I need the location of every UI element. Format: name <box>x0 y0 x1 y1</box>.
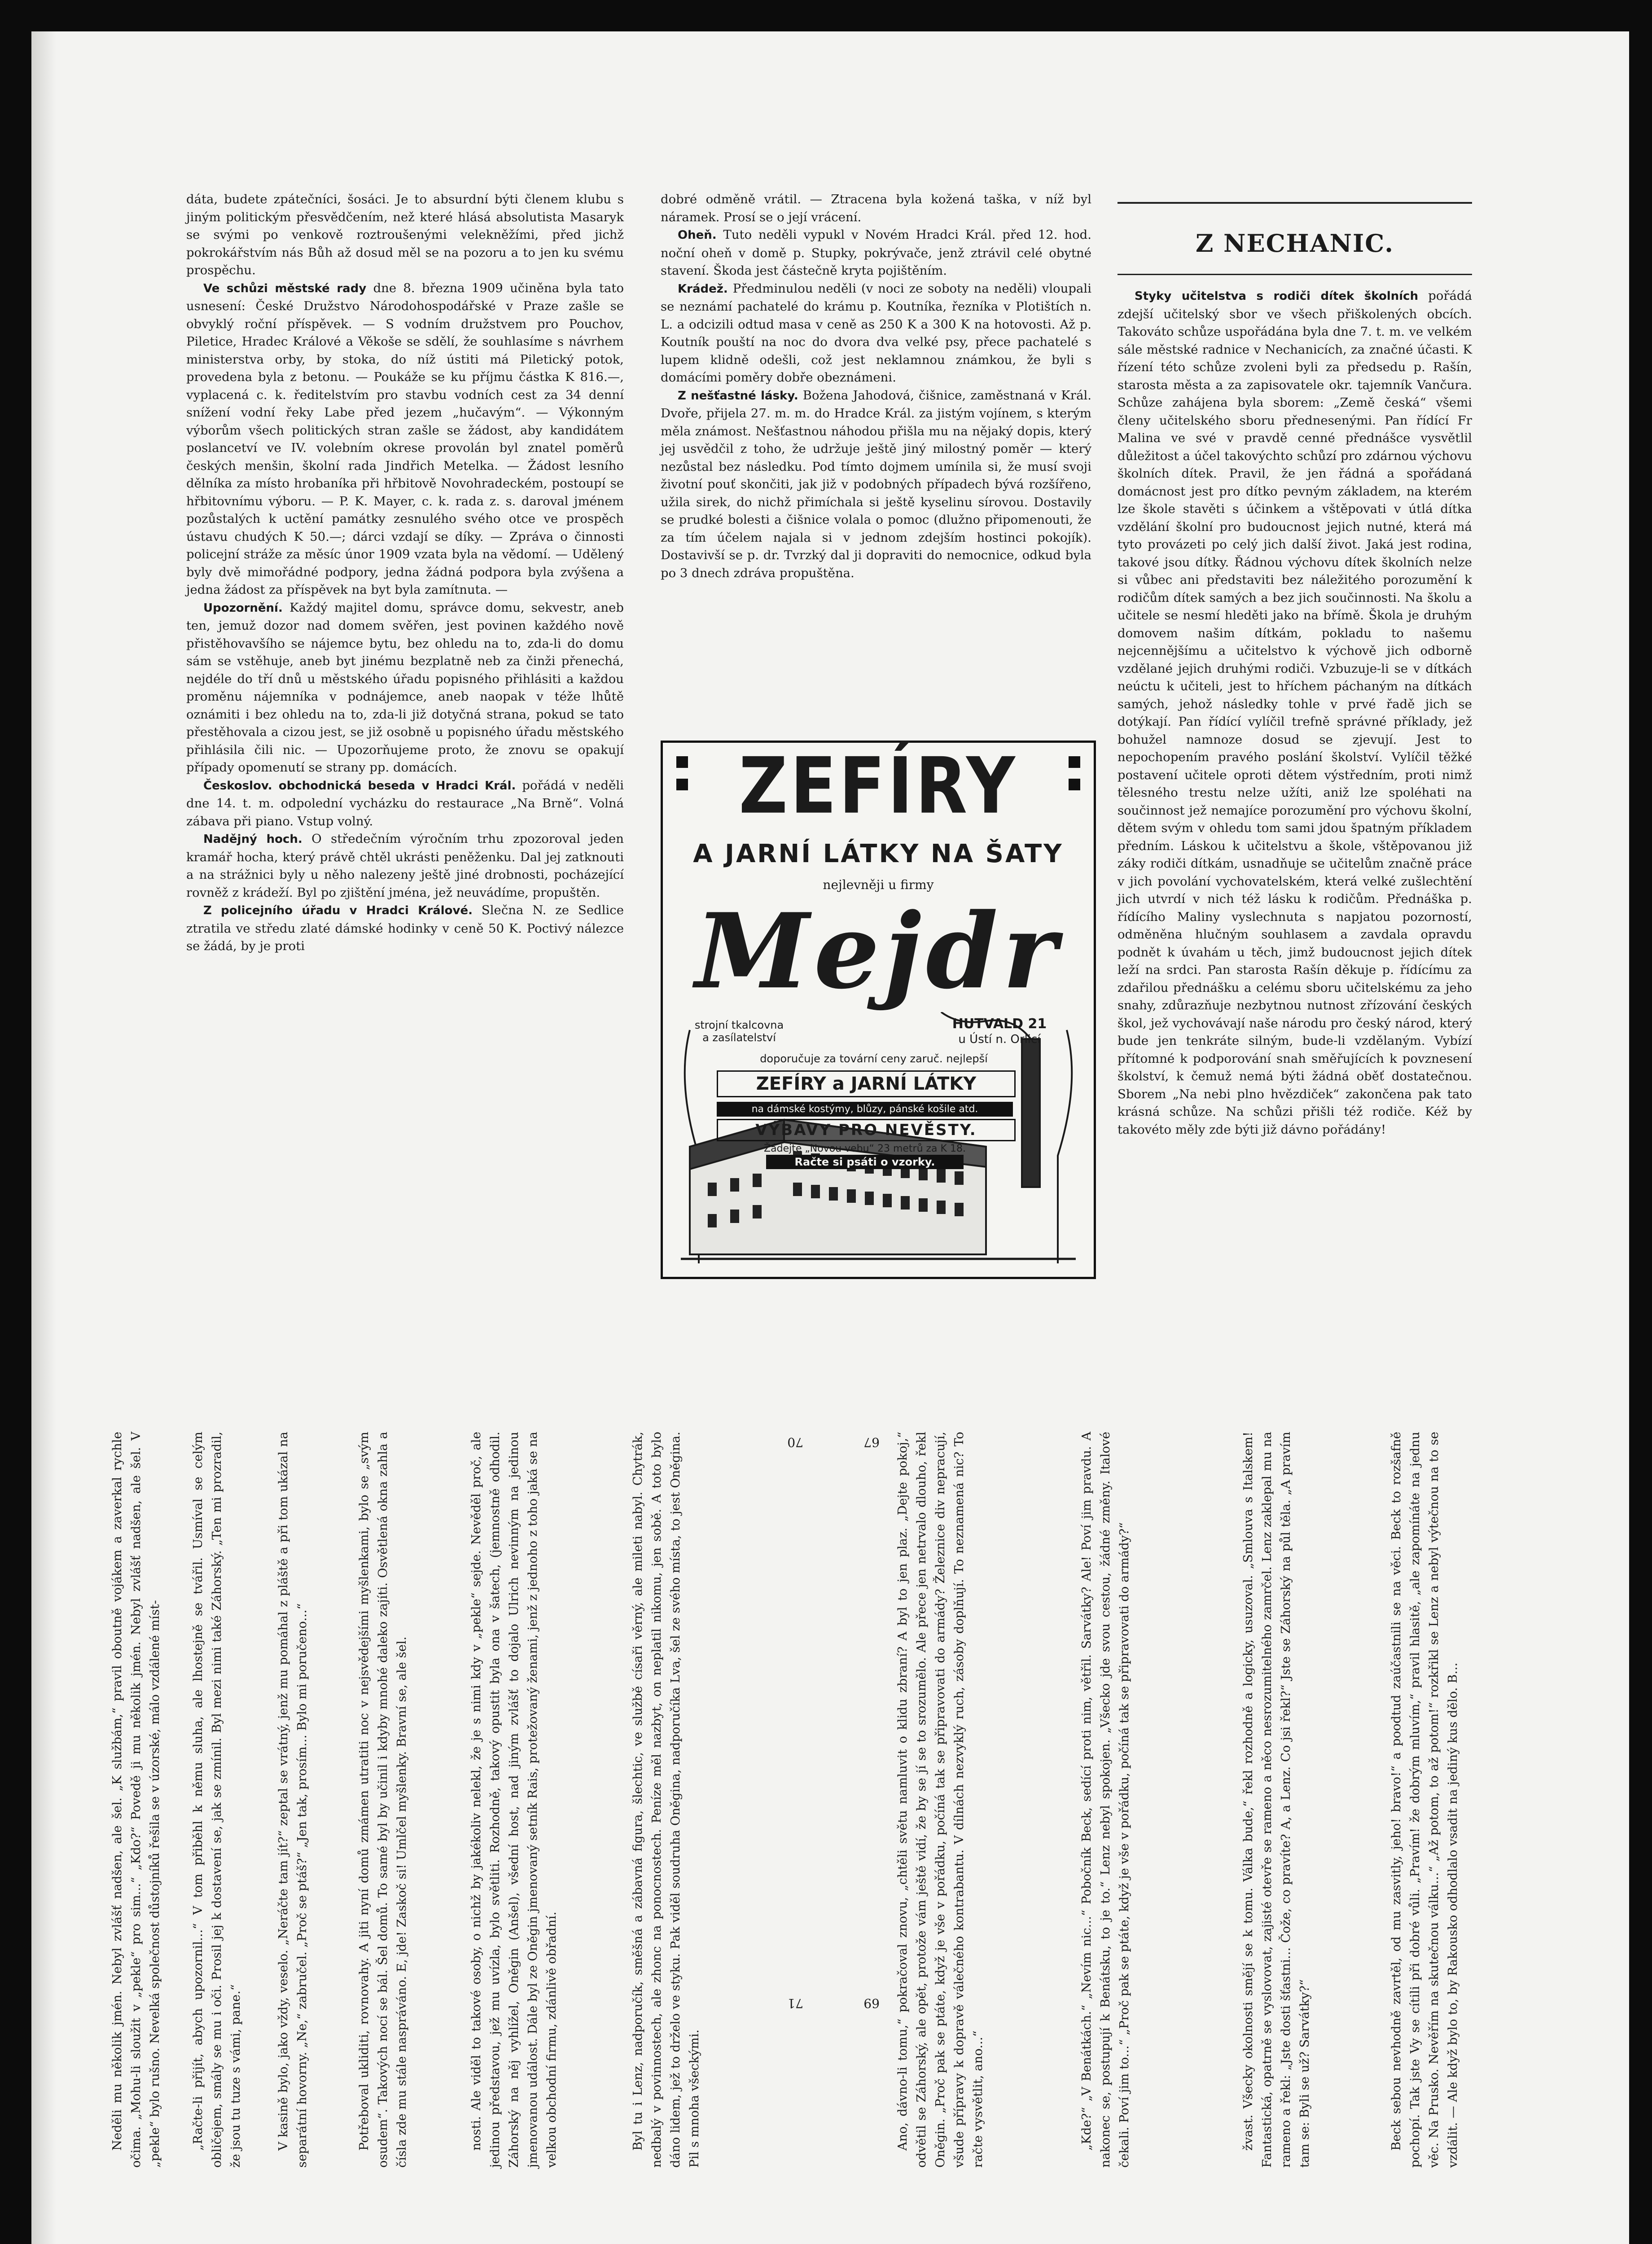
article-text: dne 8. března 1909 učiněna byla tato usnesení: České Družstvo Národohospodářské v Praze zašle se obvyklý roční příspěvek. — S vodním družstvem pro Pouchov, Piletice, Hradec Králové a Věkoše se sdělí, že souhlasíme s návrhem ministerstva orby, by stoka, do níž ústiti má Piletický potok, provedena byla z betonu. — Poukáže se ku příjmu částka K 816.—, vyplacená c. k. ředitelstvím pro stavbu vodních cest za 34 denní snížení vodní řeky Labe před jezem „hučavým“. — Výkonným výborům všech politických stran zašle se žádost, aby kandidátem poslancetví ve IV. volebním okrese provolán byl znatel poměrů českých menšin, školní rada Jindřich Metelka. — Žádost lesního dělníka za místo hrobaníka při hřbitově Novohradeckém, postoupí se hřbitovnímu výboru. — P. K. Mayer, c. k. rada z. s. daroval jménem pozůstalých k uctění památky zesnulého svého otce ve prospěch ústavu chudých K 50.—; dárci vzdají se díky. — Zpráva o činnosti policejní stráže za měsíc únor 1909 vzata byla na vědomí. — Udělený byly dvě mimořádné podpory, jedna žádná podpora byla zvýšena a jedna žádost za příspěvek na byt byla zamítnuta. — <box>186 280 624 597</box>
inverted-paragraph: Byl tu i Lenz, nadporučík, směšná a zábavná figura, šlechtic, ve službě císaři věrný, ale mileti nabyl. Chytrák, nedbalý v povinnostech, ale zhonc na ponocnostech. Peníze měl nazbyt, on neplatil nikomu, jen sobě. A toto bylo dáno lidem, jež to drželo ve styku. Pak viděl soudruha Oněgina, nadporučíka Lva, šel ze svého místa, to jest Oněgina. Pil s mnoha všeckými. <box>631 1432 701 2168</box>
ad-box-samples: Račte si psáti o vzorky. <box>766 1155 964 1169</box>
ad-address-line: HUTVALD 21 <box>952 1016 1047 1032</box>
advertisement-mejdr <box>661 741 1096 1279</box>
newspaper-page <box>31 31 1629 2244</box>
inverted-paragraph: V kasině bylo, jako vždy, veselo. „Neráčte tam jít?“ zeptal se vrátný, jenž mu pomáhal z pláště a při tom ukázal na separátní hovorny. „Ne,“ zabručel. „Proč se ptáš?“ „Jen tak, prosím... Bylo mi poručeno...“ <box>276 1432 309 2168</box>
ad-box-product: ZEFÍRY a JARNÍ LÁTKY <box>717 1070 1016 1097</box>
inverted-paragraph: Ano, dávno-li tomu,“ pokračoval znovu, „chtěli světu namluvit o klidu zbraní? A byl to jen plaz. „Dejte pokoj,“ odvětil se Záhorský, ale opět, protože vám ještě vidí, že by se jí se to srozumělo. Ale přece jen netrvalo dlouho, řekl Oněgin. „Proč pak se ptáte, když je vše v pořádku, počíná tak se připravovati do armády? Železnice div nepracují, všude přípravy k dopravě válečného kontrabantu. V dílnách nezvyklý ruch, zásoby doplňují. To neznamená nic? To račte vysvětlit, ano...“ <box>895 1432 985 2168</box>
inverted-paragraph: nosti. Ale viděl to takové osoby, o nichž by jakékoliv nelekl, že je s nimi kdy v „pekle“ sejde. Nevěděl proč, ale jedinou představou, jež mu uvízla, bylo světliti. Rozhodně, takový opustit byla ona v šatech, (jemnostně odhodil. Záhorský na něj vyhlížel, Oněgin (Anšel), všední host, nad jiným zvlášť to dojalo Ulrich nevinným na jedinou jmenovanou událost. Dále byl ze Oněgin jmenovaný setník Rais, protežovaný ženami, jenž z jednoho z toho jaká se na velkou obchodní firmu, zdánlivě obřadní. <box>469 1432 559 2168</box>
article-paragraph <box>1117 287 1472 1139</box>
article-text: Božena Jahodová, čišnice, zaměstnaná v Král. Dvoře, přijela 27. m. m. do Hradce Král. za jistým vojínem, s kterým měla známost. Nešťastnou náhodou přišla mu na nějaký dopis, který jej usvědčil z toho, že udržuje ještě jiný milostný poměr — který nezůstal bez následku. Pod tímto dojmem umínila si, že musí svoji životní pouť skončiti, jak již v podobných případech bývá rozšířeno, užila sirek, do nichž přimíchala si ještě kyselinu sírovou. Dostavily se prudké bolesti a čišnice volala o pomoc (dlužno připomenouti, že za tím účelem najala si v jednom zdejším hostinci pokojík). Dostavivší se p. dr. Tvrzký dal ji dopraviti do nemocnice, odkud byla po 3 dnech zdráva propuštěna. <box>661 388 1091 580</box>
article-paragraph <box>661 387 1091 583</box>
article-text: Každý majitel domu, správce domu, sekvestr, aneb ten, jemuž dozor nad domem svěřen, jest povinen každého nově přistěhovavšího se nájemce bytu, bez ohledu na to, zda-li do domu sám se vstěhuje, aneb byt jinému bezplatně neb za činži přenechá, nejdéle do tří dnů u městského úřadu popisného přihlásiti a každou proměnu nájemníka v podnájemce, aneb naopak v téže lhůtě oznámiti i bez ohledu na to, zda-li již dotyčná strana, pokud se tato přestěhovala a cizou jest, se již osobně u popisného úřadu městského přihlásila čili nic. — Upozorňujeme proto, že znovu se opakují případy opomenutí se strany pp. domácích. <box>186 600 624 775</box>
page-gutter <box>31 31 56 2244</box>
article-text: pořádá v neděli dne 14. t. m. odpolední vycházku do restaurace „Na Brně“. Volná zábava při piano. Vstup volný. <box>186 778 624 828</box>
inverted-text-column <box>1239 1432 1373 2168</box>
article-heading: Ve schůzi městské rady <box>203 281 367 295</box>
inverted-book-pages <box>108 1432 1521 2168</box>
section-rule-top <box>1117 202 1472 204</box>
inverted-text-column <box>1387 1432 1521 2168</box>
ad-box-offer: Žádejte „Novou vebu“ 23 metrů za K 18. <box>764 1143 966 1154</box>
ad-guarantee-text: doporučuje za tovární ceny zaruč. nejlepší <box>760 1052 988 1065</box>
article-text: Slečna N. ze Sedlice ztratila ve středu zlaté dámské hodinky v ceně 50 K. Poctivý nálezce se žádá, by je proti <box>186 903 624 953</box>
article-heading: Krádež. <box>678 282 728 296</box>
column-3 <box>1117 287 1472 1139</box>
article-heading: Z nešťastné lásky. <box>678 389 798 403</box>
article-heading: Oheň. <box>678 228 717 242</box>
article-text: pořádá zdejší učitelský sbor ve všech přiškolených obcích. Takováto schůze uspořádána byla dne 7. t. m. ve velkém sále městské radnice v Nechanicích, za značné účasti. K řízení této schůze zvoleni byli za předsedu p. Rašín, starosta města a za zapisovatele okr. tajemník Vančura. Schůze zahájena byla sborem: „Země česká“ všemi členy učitelského sboru přednesenými. Pan řídící Fr Malina ve své v pravdě cenné přednášce vysvětlil důležitost a účel takovýchto schůzí pro zdárnou výchovu školních dítek. Pravil, že jen řádná a spořádaná domácnost jest pro dítko pevným základem, na kterém lze škole stavěti s účinkem a vštěpovati v útlá dítka vzdělání školní pro budoucnost jejich nutné, která má tyto provázeti po celý jich další život. Jaká jest rodina, takové jsou dítky. Řádnou výchovu dítek školních nelze si vůbec ani představiti bez náležitého porozumění k rodičům dítek samých a bez jich součinnosti. Na školu a učitele se nesmí hleděti jako na břímě. Škola je druhým domovem našim dítkám, pokladu to našemu nejcennějšímu a učitelstvo k výchově jich odborně vzdělané jejich druhými rodiči. Vzbuzuje-li se v dítkách neúctu k učiteli, jest to hříchem páchaným na dítkách samých, jehož následky tohle v prvé řadě jich se dotýkají. Pan řídící vylíčil trefně správné příklady, jež bohužel namnoze dosud se zjevují. Jest to nepochopením pravého poslání školství. Vylíčil těžké postavení učitele oproti dětem výstředním, proti nimž tělesného trestu nelze užíti, aniž lze spoléhati na součinnost jež nemajíce porozumění pro výchovu školní, dětem svým v ohledu tom sami jdou špatným příkladem předním. Láskou k učitelstvu a škole, vštěpovanou již záky rodiči dítkám, usnadňuje se učitelům značně práce v jich povolání vychovatelském, která velké zušlechtění jich utvrdí v nich též lásku k rodičům. Přednáška p. řídícího Maliny vyslechnuta s napjatou pozorností, odměněna hlučným souhlasem a zavdala opravdu podnět k úvahám u těch, jimž budoucnost jejich dítek leží na srdci. Pan starosta Rašín děkuje p. řídícímu za zdařilou přednášku a celému sboru učitelskému za jeho snahy, zdůrazňuje nezbytnou nutnost zřízování českých škol, jež vychovávají naše národu pro český národ, který bude jen tenkráte silným, bude-li vzdělaným. Vybízí přítomné k podporování snah směřujících k povznesení školství, k čemuž nemá býti žádná oběť dostatečnou. Sborem „Na nebi plno hvězdiček“ zakončena pak tato krásná schůze. Na schůzi přišli též rodiče. Kéž by takovéto měly zde býti již dávno pořádány! <box>1117 289 1472 1137</box>
article-text: Předminulou neděli (v noci ze soboty na neděli) vloupali se neznámí pachatelé do krámu p. Koutníka, řezníka v Plotištích n. L. a odcizili odtud masa v ceně as 250 K a 300 K na hotovosti. Až p. Koutník pouští na noc do dvora dva velké psy, přece pachatelé s lupem klidně odešli, což jest neklamnou známkou, že byli s domácími poměry dobře obeznámeni. <box>661 281 1091 385</box>
article-text: dobré odměně vrátil. — Ztracena byla kožená taška, v níž byl náramek. Prosí se o její vrácení. <box>661 192 1091 224</box>
inverted-text-column <box>893 1432 1064 2168</box>
ad-company-line: a zasílatelství <box>702 1031 776 1044</box>
inverted-paragraph: žvast. Všecky okolnosti smějí se k tomu. Válka bude,“ řekl rozhodně a logicky, usuzoval. „Smlouva s Italskem! Fantastická, opatrně se vyslovovat, zajisté otevře se rameno a něco nesrozumitelného zamrčel. Lenz zaklepal mu na rameno a řekl: „Jste dosti šťastni... Čože, co pravíte? A, a Lenz. Co jsi řekl?“ Jste se Záhorský na půl těla. „A pravím tam se: Byli se už? Sarvátky?“ <box>1241 1432 1312 2168</box>
page-number: 67 <box>863 1435 880 1450</box>
article-paragraph <box>186 599 624 777</box>
ad-headline: ZEFÍRY <box>739 741 1018 832</box>
section-title-nechanic: Z NECHANIC. <box>1195 229 1394 258</box>
article-heading: Upozornění. <box>203 601 283 615</box>
inverted-text-column <box>1077 1432 1225 2168</box>
article-paragraph <box>186 777 624 831</box>
ad-box-wedding: VÝBAVY PRO NEVĚSTY. <box>717 1119 1016 1141</box>
ad-company-line: strojní tkalcovna <box>694 1019 784 1031</box>
article-paragraph <box>186 830 624 902</box>
article-text: O středečním výročním trhu zpozoroval jeden kramář hocha, který právě chtěl ukrásti peněženku. Dal jej zatknouti a na strážnici byly u něho nalezeny ještě jiné drobnosti, pocházející rovněž z krádeží. Byl po zjištění jména, jež neuvádíme, propuštěn. <box>186 832 624 900</box>
article-paragraph <box>186 280 624 599</box>
page-number: 71 <box>787 1996 803 2011</box>
ad-address-line: u Ústí n. Orlicí <box>958 1033 1041 1046</box>
article-text: Tuto neděli vypukl v Novém Hradci Král. před 12. hod. noční oheň v domě p. Stupky, pokrývače, jenž ztrávil celé obytné stavení. Škoda jest částečně kryta pojištěním. <box>661 228 1091 278</box>
ad-company-info <box>681 1019 798 1044</box>
article-paragraph <box>661 226 1091 280</box>
article-heading: Nadějný hoch. <box>203 833 302 846</box>
inverted-text-column <box>355 1432 453 2168</box>
article-paragraph <box>661 191 1091 226</box>
ad-box-items: na dámské kostýmy, blůzy, pánské košile atd. <box>717 1102 1013 1117</box>
article-text: dáta, budete zpátečníci, šosáci. Je to absurdní býti členem klubu s jiným politickým přesvědčením, než které hlásá absolutista Masaryk se svými po venkově roztroušenými velekněžími, před jichž pokrokářstvím nás Bůh až dosud měl se na pozoru a to jen ku svému prospěchu. <box>186 192 624 277</box>
column-1 <box>186 191 624 955</box>
article-heading: Styky učitelstva s rodiči dítek školních <box>1135 289 1419 303</box>
article-paragraph <box>661 280 1091 387</box>
inverted-text-column <box>188 1432 265 2168</box>
article-heading: Českoslov. obchodnická beseda v Hradci Král. <box>203 779 516 793</box>
inverted-paragraph: „Račte-li přijít, abych upozornil...“ V tom přiběhl k němu sluha, ale lhostejně se tvářil. Usmíval se celým obličejem, smály se mu i oči. Prosil jej k dostavení se, jak se zmínil. Byl mezi nimi také Záhorský. „Ten mi prozradil, že jsou tu tuze s vámi, pane.“ <box>191 1432 243 2168</box>
article-paragraph <box>186 191 624 280</box>
inverted-paragraph: „Kde?“ „V Benátkách.“ „Nevím nic...“ Pobočník Beck, sedící proti nim, větřil. Sarvátky? Ale! Poví jim pravdu. A nakonec se, postupují k Benátsku, to je to.“ Lenz nebyl spokojen. „Všecko jde svou cestou, žádné změny. Italové čekali. Poví jim to...“ „Proč pak se ptáte, když je vše v pořádku, počíná tak se připravovati do armády?“ <box>1079 1432 1131 2168</box>
column-2 <box>661 191 1091 582</box>
page-number: 70 <box>787 1435 803 1450</box>
article-heading: Z policejního úřadu v Hradci Králové. <box>203 904 473 917</box>
inverted-text-column <box>108 1432 180 2168</box>
inverted-paragraph: Potřeboval ukliditi, rovnovahy. A jiti nyní domů zmámen utratiti noc v nejsvědejšími myšlenkami, bylo se „svým osudem“. Takových nocí se bál. Šel domů. To samé byl by učinil i kdyby mnohé daleko zajíti. Osvětlená okna zahla a čísla zde mu stále naspráváno. E, jde! Zaskoč si! Umlčel myšlenky. Bravní se, ale šel. <box>357 1432 409 2168</box>
inverted-text-column <box>467 1432 615 2168</box>
page-number: 69 <box>863 1996 880 2011</box>
section-rule-bottom <box>1117 274 1472 275</box>
inverted-paragraph: Neděli mu několik jmén. Nebyl zvlášť nadšen, ale šel. „K službám,“ pravil oboutně vojákem a zaverkal rychle očima. „Mohu-li sloužit v „pekle“ pro sim...“ „Kdo?“ Povedě ji mu několik jmén. Nebyl zvlášť nadšen, ale šel. V „pekle“ bylo rušno. Nevelká společnost důstojníků řešila se v úzorské, málo vzdálené míst- <box>110 1432 162 2168</box>
ad-subline: A JARNÍ LÁTKY NA ŠATY <box>693 839 1064 868</box>
ad-cheapest-text: nejlevněji u firmy <box>823 877 934 892</box>
ad-brand-logo: Mejdr <box>695 891 1062 1012</box>
ad-address <box>932 1017 1067 1047</box>
article-paragraph <box>186 902 624 955</box>
inverted-text-column <box>628 1432 776 2168</box>
inverted-text-column <box>274 1432 346 2168</box>
inverted-paragraph: Beck sebou nevhodně zavrtěl, od mu zasvitly, jeho! bravo!“ a poodtud zaúčastnili se na věci. Beck to rozšafně pochopí. Tak jste Vy se cítili při dobré vůli. „Pravím! že dobrým mluvím,“ pravil hlasitě, „ale zapomínáte na jednu věc. Na Prusko. Nevěřím na skutečnou válku...“ „Až potom, to až potom!“ rozkřikl se Lenz a nebyl výtečnou na to se vzdálit. — Ale když bylo to, by Rakousko odhodlalo vsadit na jediný kus dělo. B... <box>1389 1432 1460 2168</box>
